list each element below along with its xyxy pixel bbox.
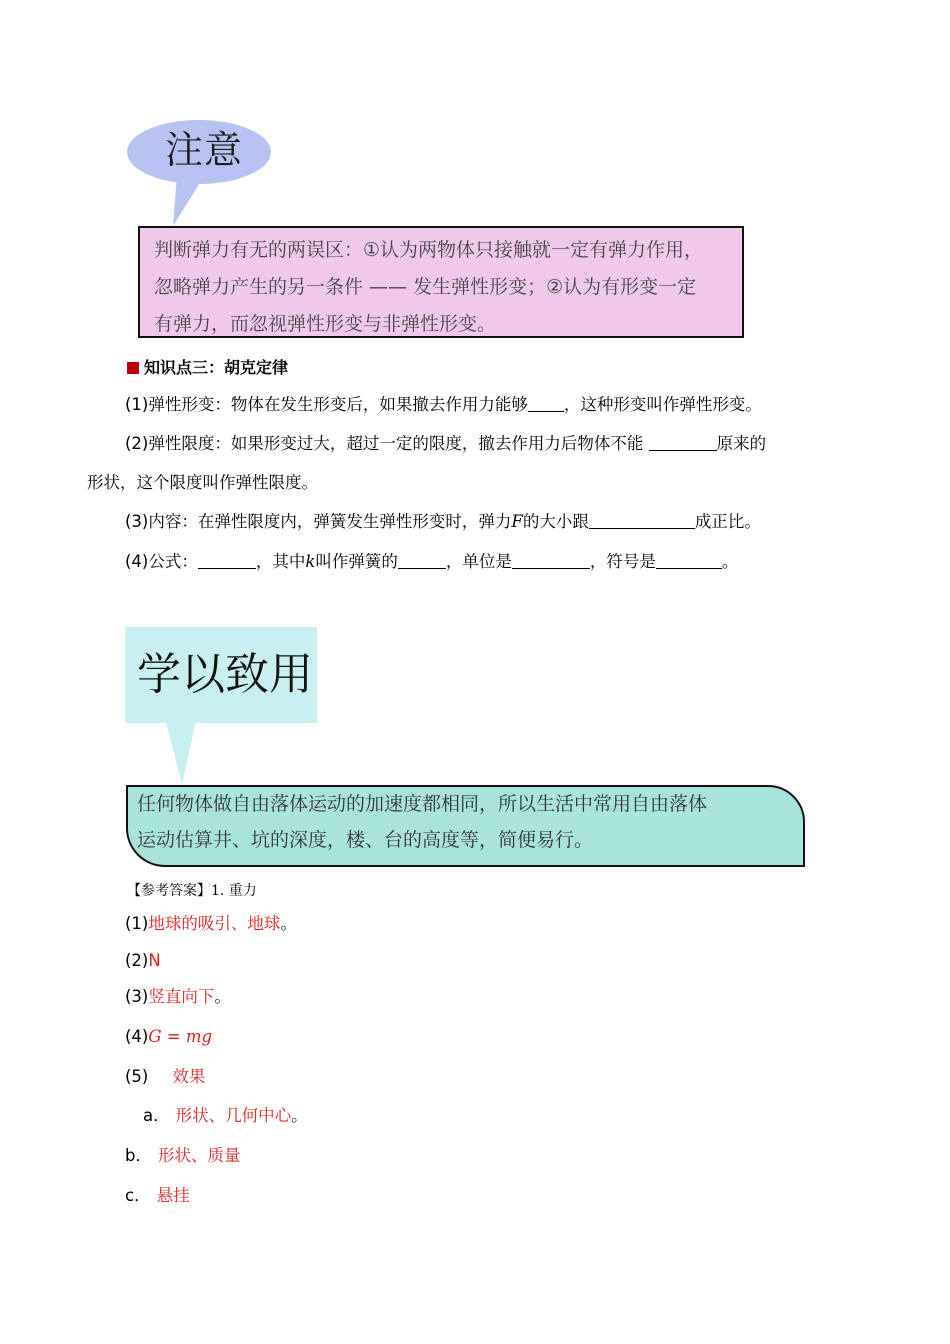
answer-4: (4)G = mg [125,1027,213,1046]
fill-blank[interactable] [528,397,564,412]
note-line: 有弹力，而忽视弹性形变与非弹性形变。 [154,313,497,335]
apply-line: 任何物体做自由落体运动的加速度都相同，所以生活中常用自由落体 [137,793,708,815]
note-line: 判断弹力有无的两误区：①认为两物体只接触就一定有弹力作用， [154,239,704,261]
item-4: (4)公式： ，其中k叫作弹簧的 ，单位是 ，符号是 。 [125,552,739,571]
item-1: (1)弹性形变：物体在发生形变后，如果撤去作用力能够 ，这种形变叫作弹性形变。 [125,395,762,414]
apply-title: 学以致用 [137,649,313,700]
apply-text [137,786,777,858]
item-3: (3)内容：在弹性限度内，弹簧发生弹性形变时，弹力F的大小跟 成正比。 [125,512,761,531]
answer-header: 【参考答案】1. 重力 [127,883,257,899]
red-square-bullet-icon [127,362,139,374]
answer-5b: b． 形状、质量 [125,1146,241,1165]
answer-5a: a． 形状、几何中心。 [143,1106,308,1125]
answer-5: (5) 效果 [125,1067,206,1086]
apply-line: 运动估算井、坑的深度，楼、台的高度等，简便易行。 [137,829,594,851]
fill-blank[interactable] [512,554,590,569]
note-title: 注意 [165,128,244,172]
fill-blank[interactable] [198,554,256,569]
note-line: 忽略弹力产生的另一条件 —— 发生弹性形变；②认为有形变一定 [154,276,697,298]
item-2: (2)弹性限度：如果形变过大，超过一定的限度，撤去作用力后物体不能 原来的 [125,434,767,453]
fill-blank[interactable] [589,514,695,529]
fill-blank[interactable] [656,554,722,569]
item-2-continued: 形状，这个限度叫作弹性限度。 [87,473,318,492]
answer-1: (1)地球的吸引、地球。 [125,914,297,933]
section-heading: 知识点三：胡克定律 [127,357,288,379]
answer-2: (2)N [125,951,161,970]
fill-blank[interactable] [649,436,717,451]
fill-blank[interactable] [398,554,446,569]
note-box [138,226,744,338]
answer-5c: c． 悬挂 [125,1186,190,1205]
answer-3: (3)竖直向下。 [125,987,231,1006]
